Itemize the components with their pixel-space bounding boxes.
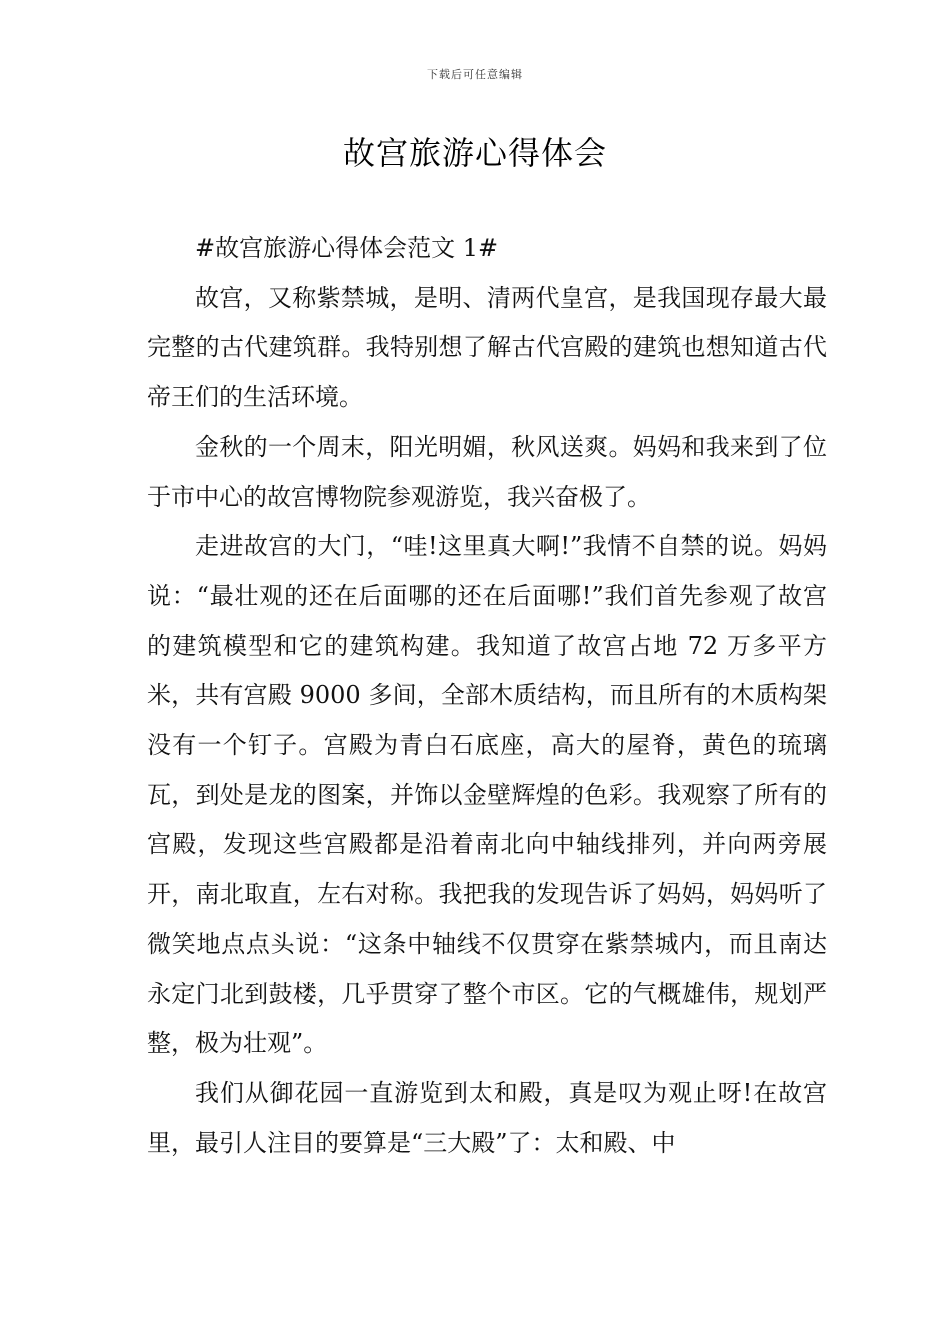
paragraph-4: 我们从御花园一直游览到太和殿，真是叹为观止呀!在故宫里，最引人注目的要算是“三大殿”了：太和殿、中 [147,1078,827,1157]
paragraph-2: 金秋的一个周末，阳光明媚，秋风送爽。妈妈和我来到了位于市中心的故宫博物院参观游览，我兴奋极了。 [147,432,827,511]
document-body [147,224,827,1168]
document-title: 故宫旅游心得体会 [342,134,607,172]
paragraph-1: 故宫，又称紫禁城，是明、清两代皇宫，是我国现存最大最完整的古代建筑群。我特别想了解古代宫殿的建筑也想知道古代帝王们的生活环境。 [147,283,827,412]
section-heading: #故宫旅游心得体会范文 1# [195,234,499,262]
paragraph-3: 走进故宫的大门，“哇!这里真大啊!”我情不自禁的说。妈妈说：“最壮观的还在后面哪的还在后面哪!”我们首先参观了故宫的建筑模型和它的建筑构建。我知道了故宫占地 72 万多平方米，共有宫殿 9000 多间，全部木质结构，而且所有的木质构架没有一个钉子。宫殿为青白石底座，高大的屋脊，黄色的琉璃瓦，到处是龙的图案，并饰以金壁辉煌的色彩。我观察了所有的宫殿，发现这些宫殿都是沿着南北向中轴线排列，并向两旁展开，南北取直，左右对称。我把我的发现告诉了妈妈，妈妈听了微笑地点点头说：“这条中轴线不仅贯穿在紫禁城内，而且南达永定门北到鼓楼，几乎贯穿了整个市区。它的气概雄伟，规划严整，极为壮观”。 [147,532,827,1058]
header-note: 下载后可任意编辑 [427,68,523,81]
